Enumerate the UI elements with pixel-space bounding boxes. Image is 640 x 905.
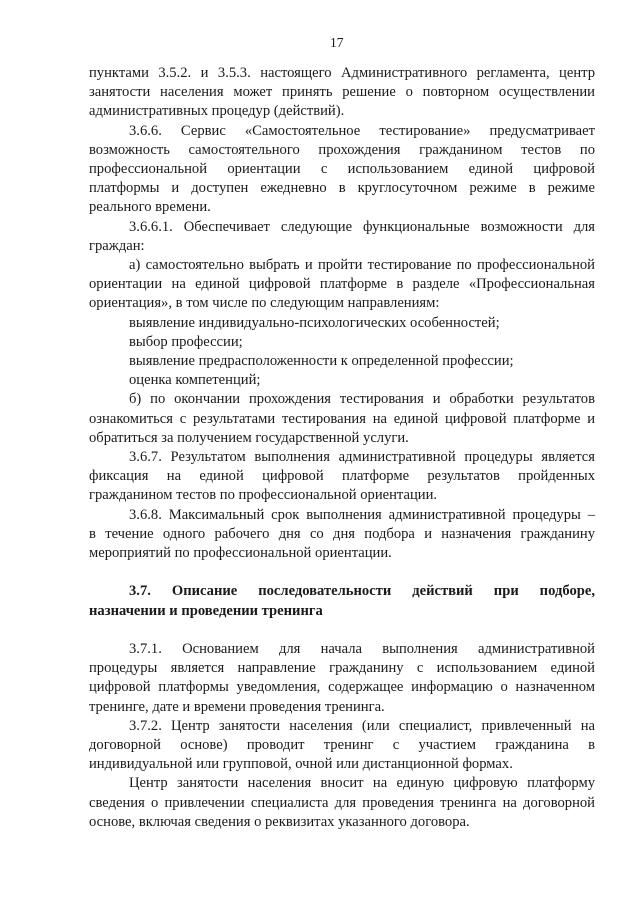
document-body bbox=[89, 64, 595, 832]
text-line: 3.7.2. Центр занятости населения (или специалист, привлеченный на bbox=[129, 717, 595, 734]
text-line: ориентации на единой цифровой платформе в разделе «Профессиональная bbox=[89, 276, 595, 293]
text-line: 3.7.1. Основанием для начала выполнения административной bbox=[129, 641, 595, 658]
paragraph-3-6-6-1 bbox=[89, 218, 595, 256]
text-line: профессиональной ориентации с использованием единой цифровой bbox=[89, 161, 595, 178]
text-line: 3.6.6.1. Обеспечивает следующие функциональные возможности для bbox=[129, 218, 595, 235]
spacer bbox=[89, 563, 595, 582]
list-item: выявление индивидуально-психологических особенностей; bbox=[129, 314, 500, 331]
heading-line: назначении и проведении тренинга bbox=[89, 602, 323, 619]
text-line: процедуры является направление гражданину с использованием единой bbox=[89, 660, 595, 677]
text-line: граждан: bbox=[89, 237, 145, 254]
text-line: 3.6.7. Результатом выполнения административной процедуры является bbox=[129, 449, 595, 466]
text-line: Центр занятости населения вносит на единую цифровую платформу bbox=[129, 775, 595, 792]
list-item-a bbox=[89, 256, 595, 314]
text-line: пунктами 3.5.2. и 3.5.3. настоящего Административного регламента, центр bbox=[89, 65, 595, 81]
heading-line: 3.7. Описание последовательности действий при подборе, bbox=[129, 583, 595, 600]
text-line: договорной основе) проводит тренинг с участием гражданина в bbox=[89, 737, 595, 754]
paragraph-3-6-8 bbox=[89, 506, 595, 564]
text-line: 3.6.8. Максимальный срок выполнения административной процедуры – bbox=[129, 506, 595, 523]
text-line: платформы и доступен ежедневно в круглосуточном режиме в режиме bbox=[89, 180, 595, 197]
paragraph-3-7-2 bbox=[89, 717, 595, 775]
text-line: реального времени. bbox=[89, 199, 211, 216]
paragraph-specialist-info bbox=[89, 774, 595, 832]
list-directions bbox=[89, 314, 595, 391]
text-line: ознакомиться с результатами тестирования на единой цифровой платформе и bbox=[89, 410, 595, 427]
text-line: административных процедур (действий). bbox=[89, 103, 345, 120]
spacer bbox=[89, 621, 595, 640]
list-item-b bbox=[89, 390, 595, 448]
text-line: тренинге, дате и времени проведения тренинга. bbox=[89, 698, 385, 715]
page-number: 17 bbox=[330, 35, 344, 50]
text-line: 3.6.6. Сервис «Самостоятельное тестирование» предусматривает bbox=[129, 122, 595, 139]
list-item: оценка компетенций; bbox=[129, 372, 261, 389]
text-line: цифровой платформы уведомления, содержащее информацию о назначенном bbox=[89, 679, 595, 696]
paragraph-regulation-continuation bbox=[89, 64, 595, 122]
section-heading-3-7 bbox=[89, 582, 595, 620]
text-line: возможность самостоятельного прохождения гражданином тестов по bbox=[89, 141, 595, 158]
list-item: выбор профессии; bbox=[129, 333, 243, 350]
paragraph-3-6-6 bbox=[89, 122, 595, 218]
text-line: ориентация», в том числе по следующим направлениям: bbox=[89, 295, 440, 312]
text-line: сведения о привлечении специалиста для проведения тренинга на договорной bbox=[89, 794, 595, 811]
text-line: а) самостоятельно выбрать и пройти тестирование по профессиональной bbox=[129, 257, 595, 274]
text-line: индивидуальной или групповой, очной или дистанционной формах. bbox=[89, 756, 513, 773]
text-line: мероприятий по профессиональной ориентации. bbox=[89, 545, 392, 562]
text-line: занятости населения может принять решение о повторном осуществлении bbox=[89, 84, 595, 101]
text-line: гражданином тестов по профессиональной ориентации. bbox=[89, 487, 438, 504]
list-item: выявление предрасположенности к определенной профессии; bbox=[129, 353, 514, 370]
paragraph-3-6-7 bbox=[89, 448, 595, 506]
text-line: обратиться за получением государственной услуги. bbox=[89, 429, 409, 446]
text-line: основе, включая сведения о реквизитах указанного договора. bbox=[89, 813, 470, 830]
text-line: б) по окончании прохождения тестирования и обработки результатов bbox=[129, 391, 595, 408]
paragraph-3-7-1 bbox=[89, 640, 595, 717]
text-line: в течение одного рабочего дня со дня подбора и назначения гражданину bbox=[89, 525, 595, 542]
text-line: фиксация на единой цифровой платформе результатов пройденных bbox=[89, 468, 595, 485]
